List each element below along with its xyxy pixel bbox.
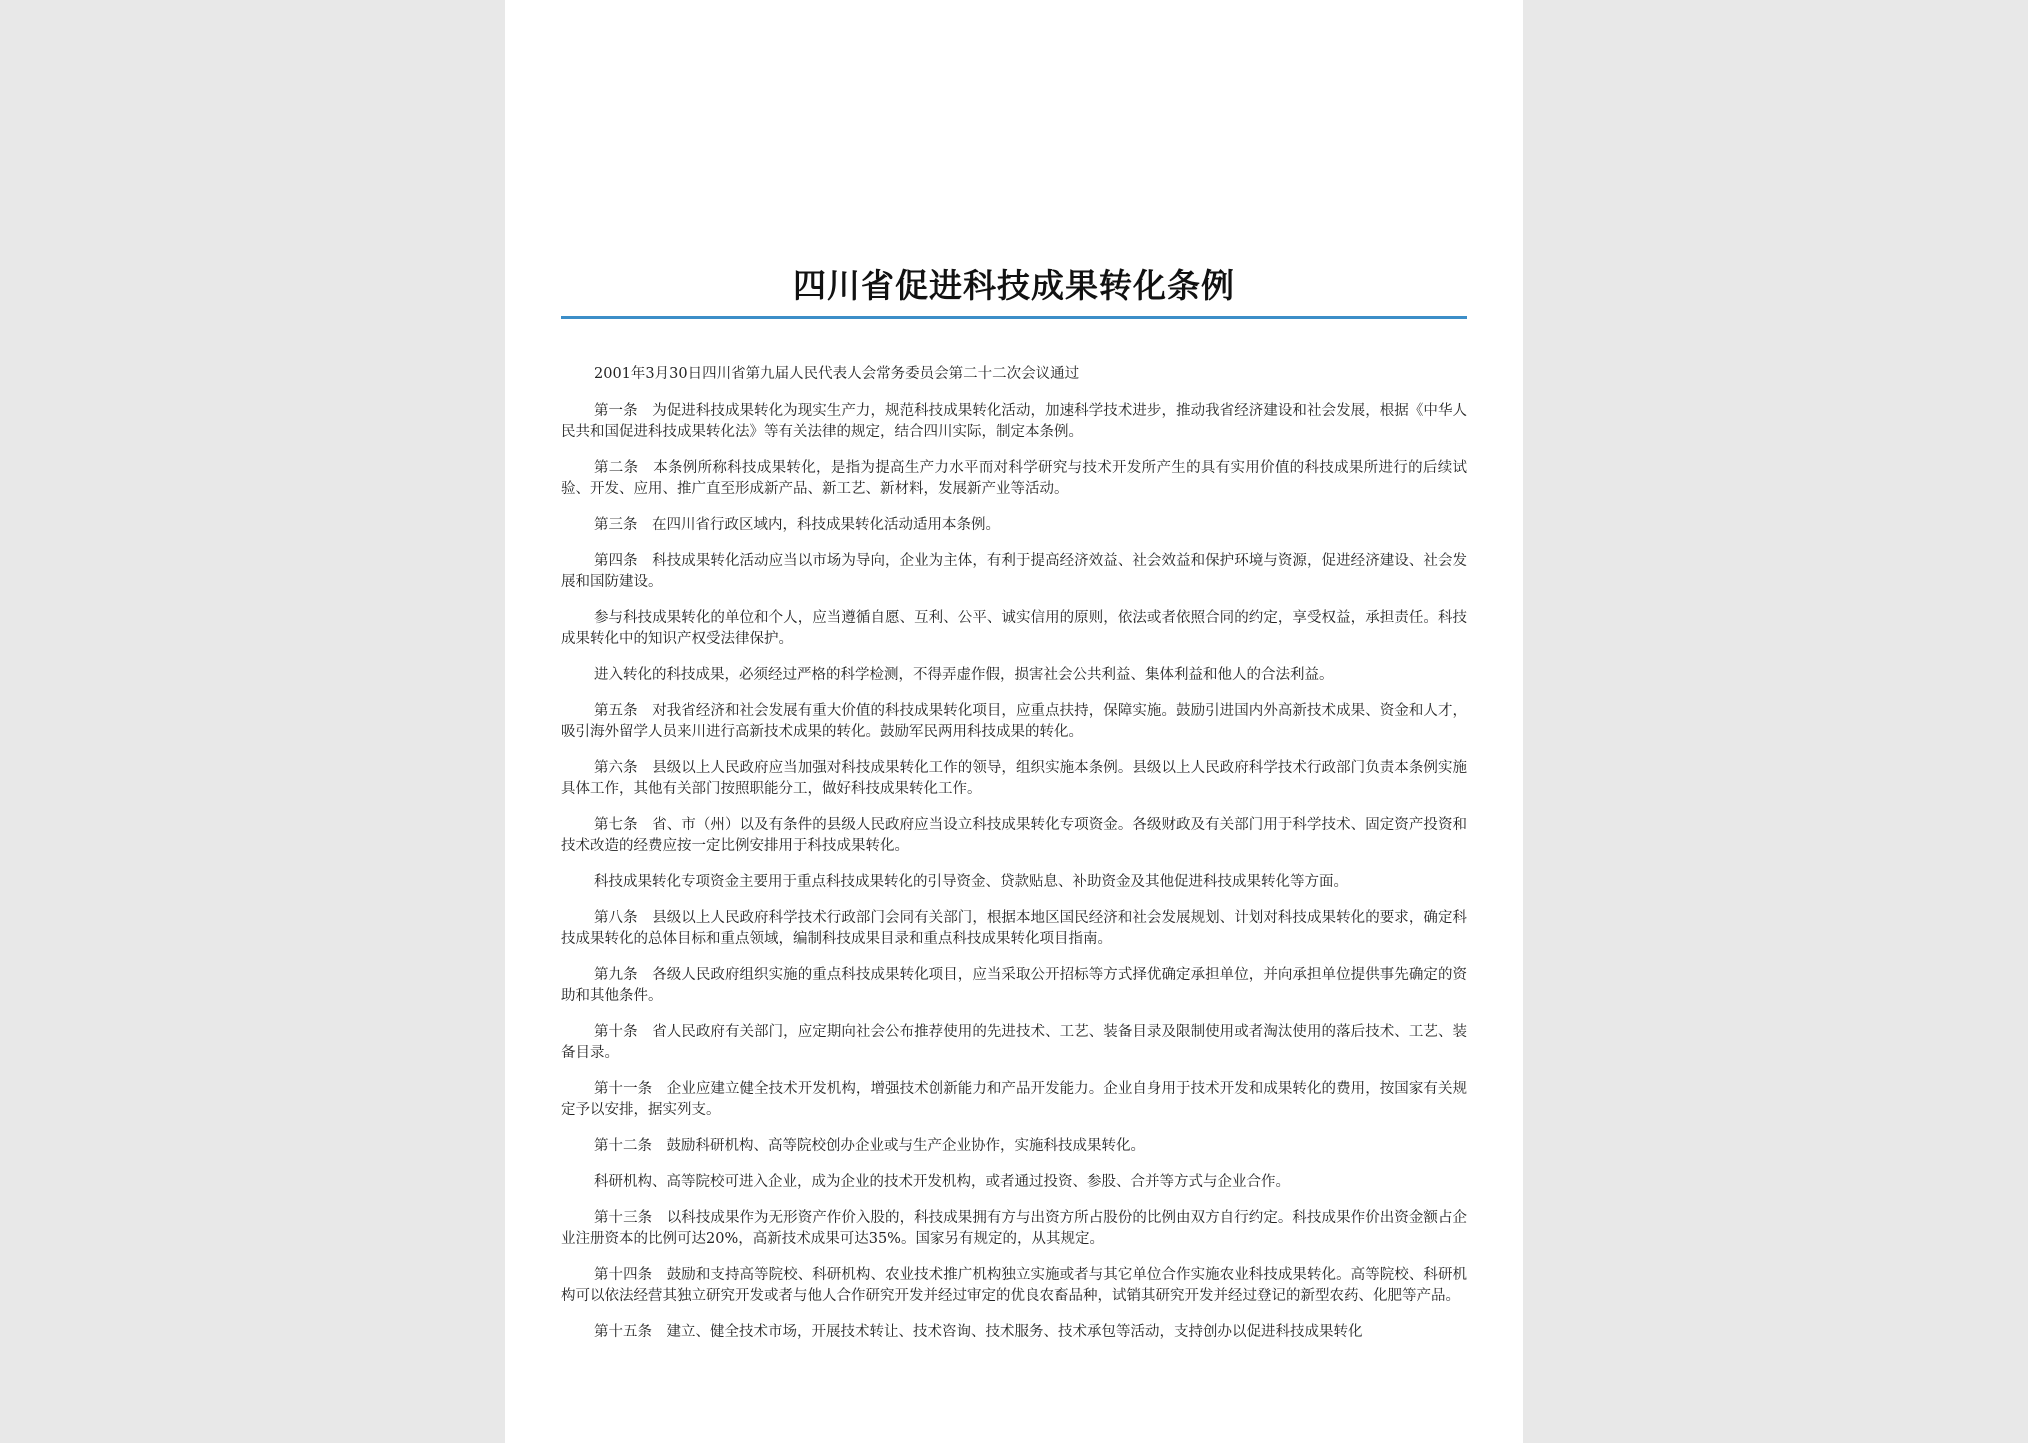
article-5: 第五条 对我省经济和社会发展有重大价值的科技成果转化项目，应重点扶持，保障实施。鼓励引进国内外高新技术成果、资金和人才，吸引海外留学人员来川进行高新技术成果的转化。鼓励军民两用科技成果的转化。: [561, 703, 1467, 740]
article-12: 第十二条 鼓励科研机构、高等院校创办企业或与生产企业协作，实施科技成果转化。: [594, 1138, 1145, 1154]
article-4-para-3: 进入转化的科技成果，必须经过严格的科学检测，不得弄虚作假，损害社会公共利益、集体利益和他人的合法利益。: [594, 667, 1334, 683]
article-7: 第七条 省、市（州）以及有条件的县级人民政府应当设立科技成果转化专项资金。各级财政及有关部门用于科学技术、固定资产投资和技术改造的经费应按一定比例安排用于科技成果转化。: [561, 817, 1467, 854]
article-3: 第三条 在四川省行政区域内，科技成果转化活动适用本条例。: [594, 517, 1000, 533]
adoption-note: 2001年3月30日四川省第九届人民代表人会常务委员会第二十二次会议通过: [594, 366, 1080, 382]
article-6: 第六条 县级以上人民政府应当加强对科技成果转化工作的领导，组织实施本条例。县级以上人民政府科学技术行政部门负责本条例实施具体工作，其他有关部门按照职能分工，做好科技成果转化工作。: [561, 760, 1467, 797]
article-4: 第四条 科技成果转化活动应当以市场为导向，企业为主体，有利于提高经济效益、社会效益和保护环境与资源，促进经济建设、社会发展和国防建设。: [561, 553, 1467, 590]
article-7-para-2: 科技成果转化专项资金主要用于重点科技成果转化的引导资金、贷款贴息、补助资金及其他促进科技成果转化等方面。: [594, 874, 1348, 890]
title-divider: [561, 316, 1467, 319]
article-2: 第二条 本条例所称科技成果转化，是指为提高生产力水平而对科学研究与技术开发所产生的具有实用价值的科技成果所进行的后续试验、开发、应用、推广直至形成新产品、新工艺、新材料，发展新产业等活动。: [561, 460, 1467, 497]
document-page: [505, 0, 1523, 1443]
article-1: 第一条 为促进科技成果转化为现实生产力，规范科技成果转化活动，加速科学技术进步，推动我省经济建设和社会发展，根据《中华人民共和国促进科技成果转化法》等有关法律的规定，结合四川实际，制定本条例。: [561, 403, 1467, 440]
document-body: [561, 364, 1467, 1358]
article-11: 第十一条 企业应建立健全技术开发机构，增强技术创新能力和产品开发能力。企业自身用于技术开发和成果转化的费用，按国家有关规定予以安排，据实列支。: [561, 1081, 1467, 1118]
article-9: 第九条 各级人民政府组织实施的重点科技成果转化项目，应当采取公开招标等方式择优确定承担单位，并向承担单位提供事先确定的资助和其他条件。: [561, 967, 1467, 1004]
article-4-para-2: 参与科技成果转化的单位和个人，应当遵循自愿、互利、公平、诚实信用的原则，依法或者依照合同的约定，享受权益，承担责任。科技成果转化中的知识产权受法律保护。: [561, 610, 1467, 647]
article-10: 第十条 省人民政府有关部门，应定期向社会公布推荐使用的先进技术、工艺、装备目录及限制使用或者淘汰使用的落后技术、工艺、装备目录。: [561, 1024, 1467, 1061]
article-8: 第八条 县级以上人民政府科学技术行政部门会同有关部门，根据本地区国民经济和社会发展规划、计划对科技成果转化的要求，确定科技成果转化的总体目标和重点领域，编制科技成果目录和重点科技成果转化项目指南。: [561, 910, 1467, 947]
article-13: 第十三条 以科技成果作为无形资产作价入股的，科技成果拥有方与出资方所占股份的比例由双方自行约定。科技成果作价出资金额占企业注册资本的比例可达20%，高新技术成果可达35%。国家另有规定的，从其规定。: [561, 1210, 1467, 1247]
article-12-para-2: 科研机构、高等院校可进入企业，成为企业的技术开发机构，或者通过投资、参股、合并等方式与企业合作。: [594, 1174, 1290, 1190]
document-title: 四川省促进科技成果转化条例: [793, 266, 1235, 305]
article-14: 第十四条 鼓励和支持高等院校、科研机构、农业技术推广机构独立实施或者与其它单位合作实施农业科技成果转化。高等院校、科研机构可以依法经营其独立研究开发或者与他人合作研究开发并经过审定的优良农畜品种，试销其研究开发并经过登记的新型农药、化肥等产品。: [561, 1267, 1467, 1304]
article-15: 第十五条 建立、健全技术市场，开展技术转让、技术咨询、技术服务、技术承包等活动，支持创办以促进科技成果转化: [594, 1324, 1363, 1340]
